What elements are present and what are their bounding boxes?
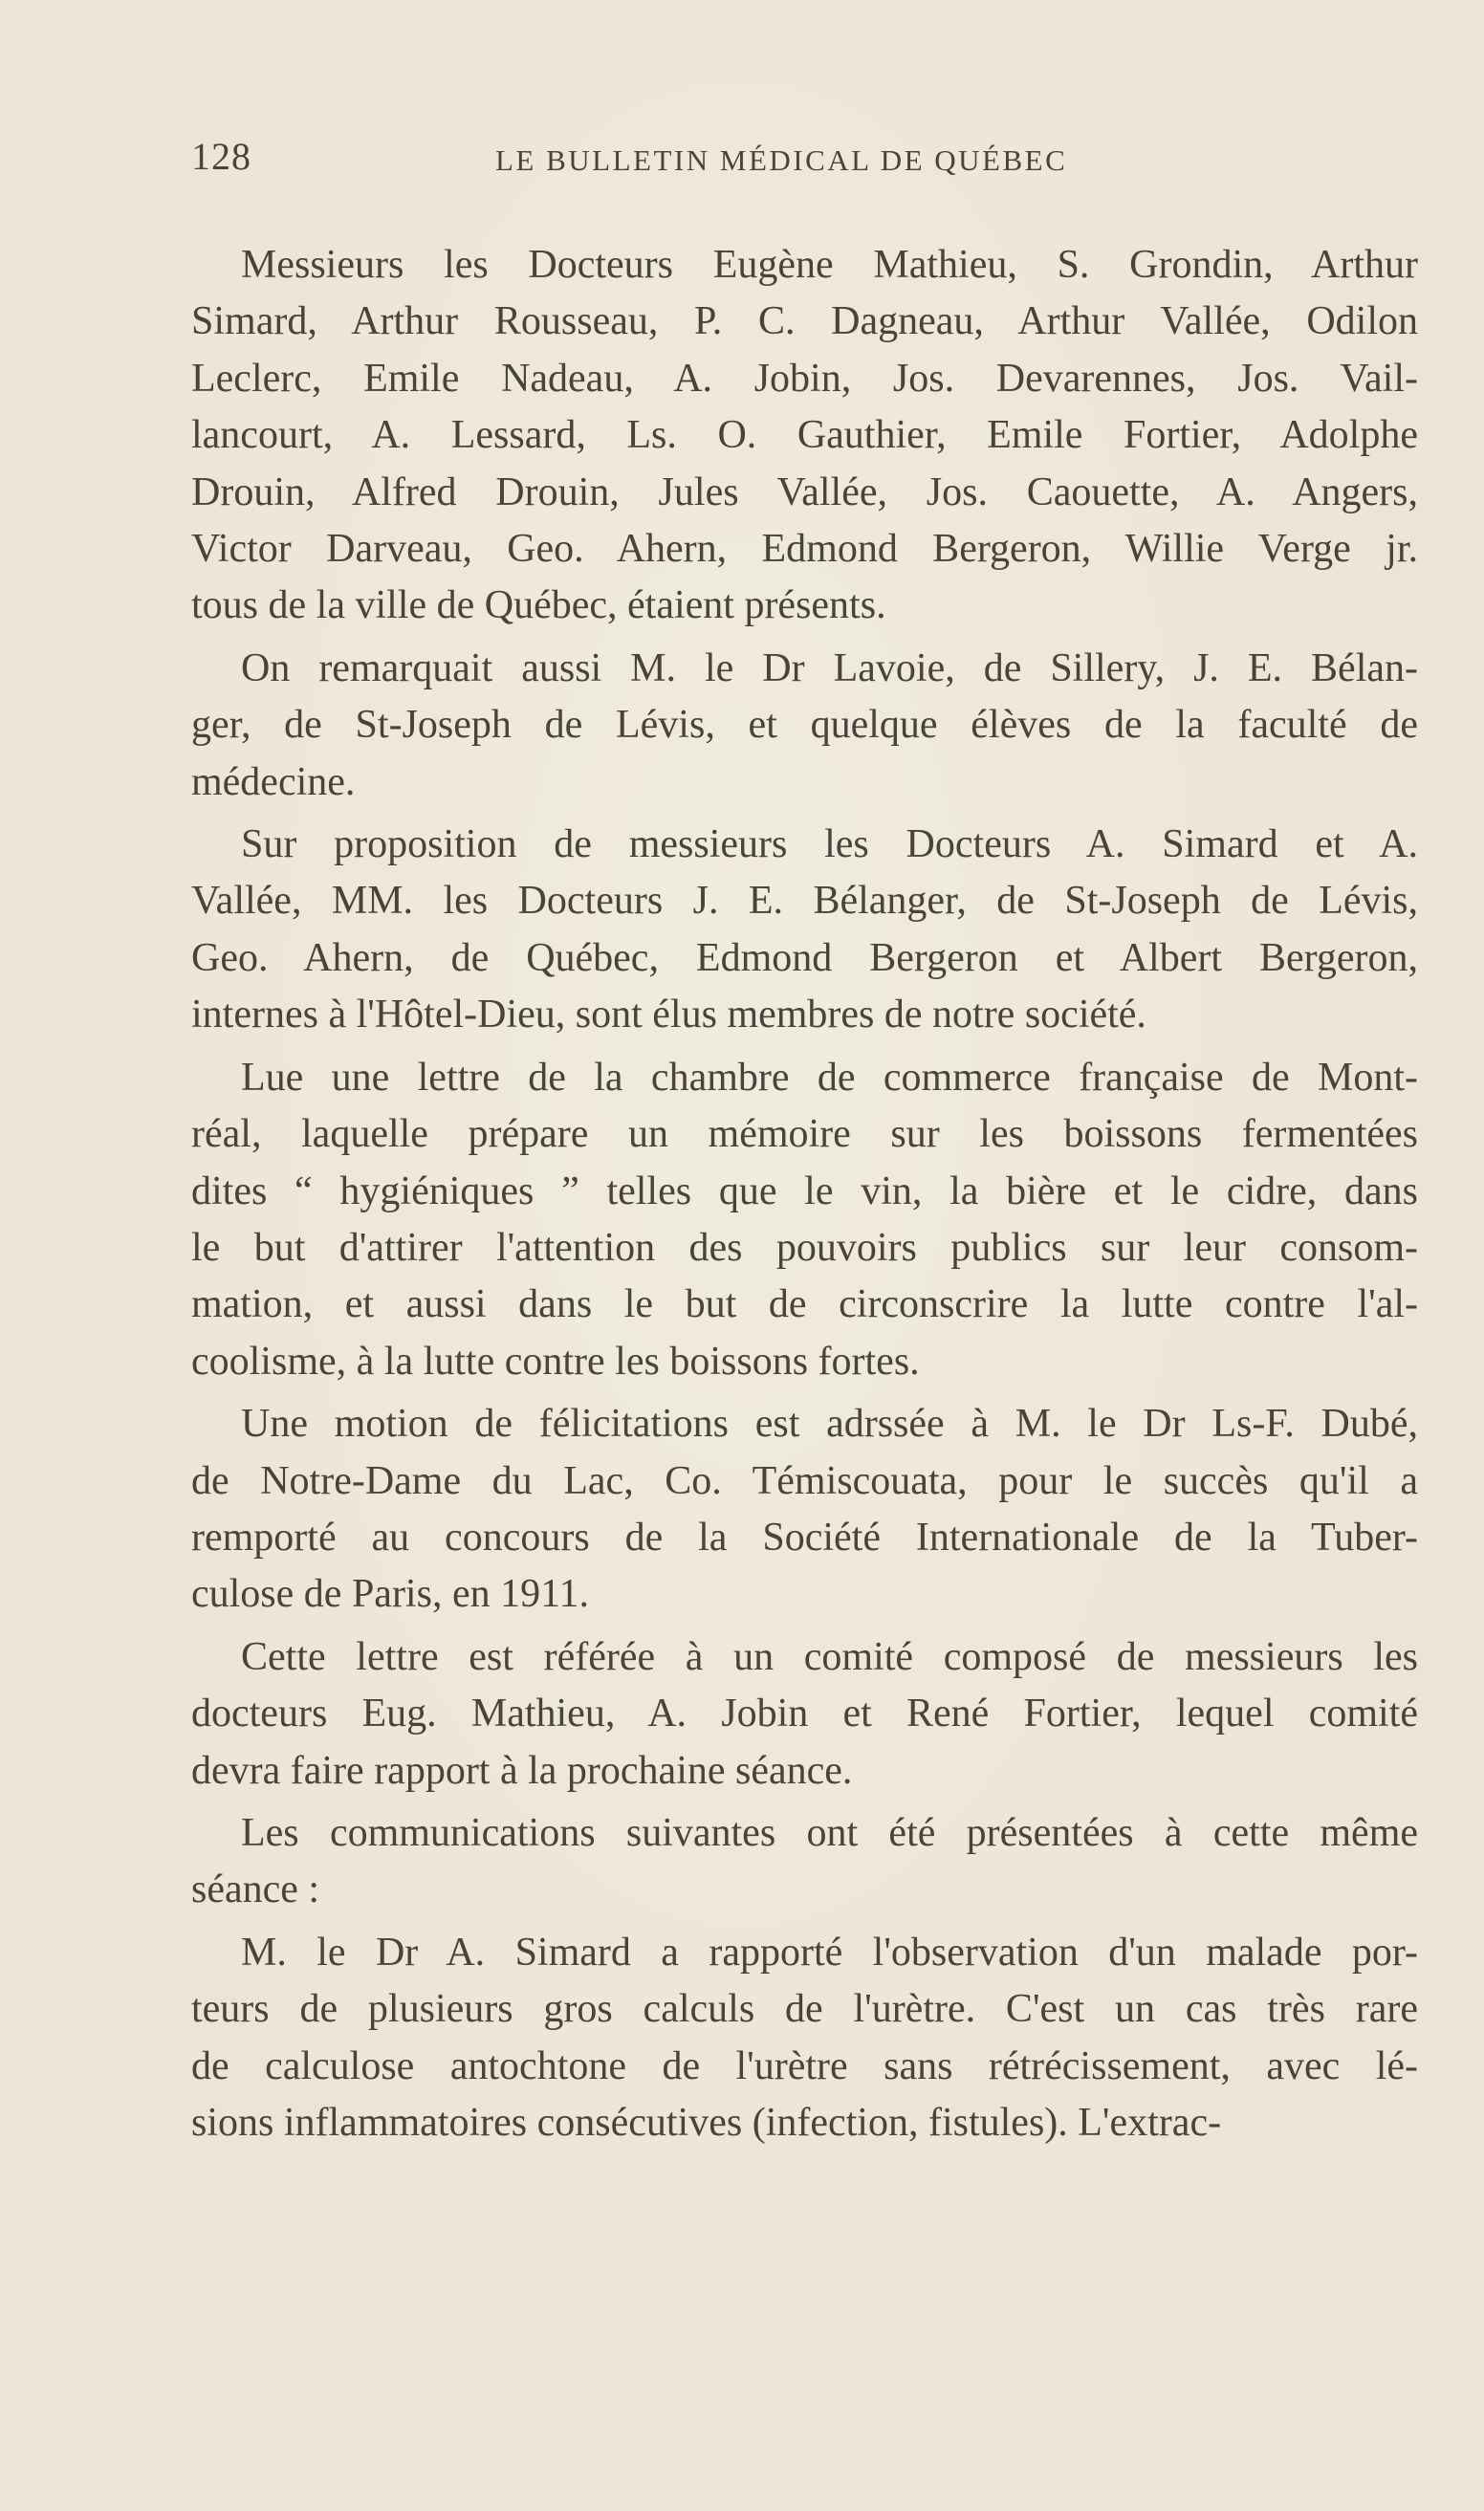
text-line: de calculose antochtone de l'urètre sans rétrécissement, avec lé- xyxy=(191,2043,1418,2088)
text-line: Drouin, Alfred Drouin, Jules Vallée, Jos. Caouette, A. Angers, xyxy=(191,469,1418,514)
text-line: Lue une lettre de la chambre de commerce française de Mont- xyxy=(241,1055,1418,1100)
paragraph xyxy=(191,1629,1418,1800)
paragraph xyxy=(191,1050,1418,1390)
text-line: médecine. xyxy=(191,759,356,804)
text-line: Sur proposition de messieurs les Docteurs A. Simard et A. xyxy=(241,822,1418,867)
text-line: dites “ hygiéniques ” telles que le vin, la bière et le cidre, dans xyxy=(191,1168,1418,1213)
text-line: remporté au concours de la Société Internationale de la Tuber- xyxy=(191,1515,1418,1560)
page-header xyxy=(191,134,1147,182)
text-line: teurs de plusieurs gros calculs de l'urètre. C'est un cas très rare xyxy=(191,1987,1418,2032)
text-line: Victor Darveau, Geo. Ahern, Edmond Bergeron, Willie Verge jr. xyxy=(191,527,1418,572)
text-line: devra faire rapport à la prochaine séance. xyxy=(191,1748,853,1793)
paragraph xyxy=(191,817,1418,1044)
paragraph xyxy=(191,1396,1418,1624)
text-line: Cette lettre est référée à un comité composé de messieurs les xyxy=(241,1634,1418,1679)
text-line: Une motion de félicitations est adrssée à M. le Dr Ls-F. Dubé, xyxy=(241,1402,1418,1447)
text-line: internes à l'Hôtel-Dieu, sont élus membres de notre société. xyxy=(191,993,1146,1037)
text-line: docteurs Eug. Mathieu, A. Jobin et René Fortier, lequel comité xyxy=(191,1692,1418,1736)
text-line: On remarquait aussi M. le Dr Lavoie, de Sillery, J. E. Bélan- xyxy=(241,645,1418,690)
text-line: de Notre-Dame du Lac, Co. Témiscouata, pour le succès qu'il a xyxy=(191,1458,1418,1503)
text-line: Les communications suivantes ont été présentées à cette même xyxy=(241,1810,1418,1855)
text-line: ger, de St-Joseph de Lévis, et quelque élèves de la faculté de xyxy=(191,703,1418,748)
text-line: M. le Dr A. Simard a rapporté l'observation d'un malade por- xyxy=(241,1930,1418,1975)
text-line: réal, laquelle prépare un mémoire sur les boissons fermentées xyxy=(191,1112,1418,1157)
text-line: Geo. Ahern, de Québec, Edmond Bergeron et Albert Bergeron, xyxy=(191,935,1418,980)
paragraph xyxy=(191,641,1418,811)
text-line: sions inflammatoires consécutives (infection, fistules). L'extrac- xyxy=(191,2101,1222,2145)
text-line: Vallée, MM. les Docteurs J. E. Bélanger, de St-Joseph de Lévis, xyxy=(191,879,1418,924)
text-line: le but d'attirer l'attention des pouvoirs publics sur leur consom- xyxy=(191,1225,1418,1270)
running-title: LE BULLETIN MÉDICAL DE QUÉBEC xyxy=(495,143,1068,177)
text-line: Simard, Arthur Rousseau, P. C. Dagneau, Arthur Vallée, Odilon xyxy=(191,299,1418,344)
text-line: tous de la ville de Québec, étaient présents. xyxy=(191,583,886,628)
paragraph xyxy=(191,237,1418,635)
text-line: coolisme, à la lutte contre les boissons fortes. xyxy=(191,1339,920,1384)
paragraph xyxy=(191,1925,1418,2152)
text-line: mation, et aussi dans le but de circonscrire la lutte contre l'al- xyxy=(191,1282,1418,1327)
text-line: Messieurs les Docteurs Eugène Mathieu, S. Grondin, Arthur xyxy=(241,243,1418,287)
text-line: Leclerc, Emile Nadeau, A. Jobin, Jos. Devarennes, Jos. Vail- xyxy=(191,356,1418,401)
text-line: culose de Paris, en 1911. xyxy=(191,1572,590,1617)
text-line: lancourt, A. Lessard, Ls. O. Gauthier, Emile Fortier, Adolphe xyxy=(191,413,1418,458)
body-text xyxy=(191,237,1418,2151)
paragraph xyxy=(191,1805,1418,1919)
text-line: séance : xyxy=(191,1867,320,1912)
page-number: 128 xyxy=(191,135,251,178)
